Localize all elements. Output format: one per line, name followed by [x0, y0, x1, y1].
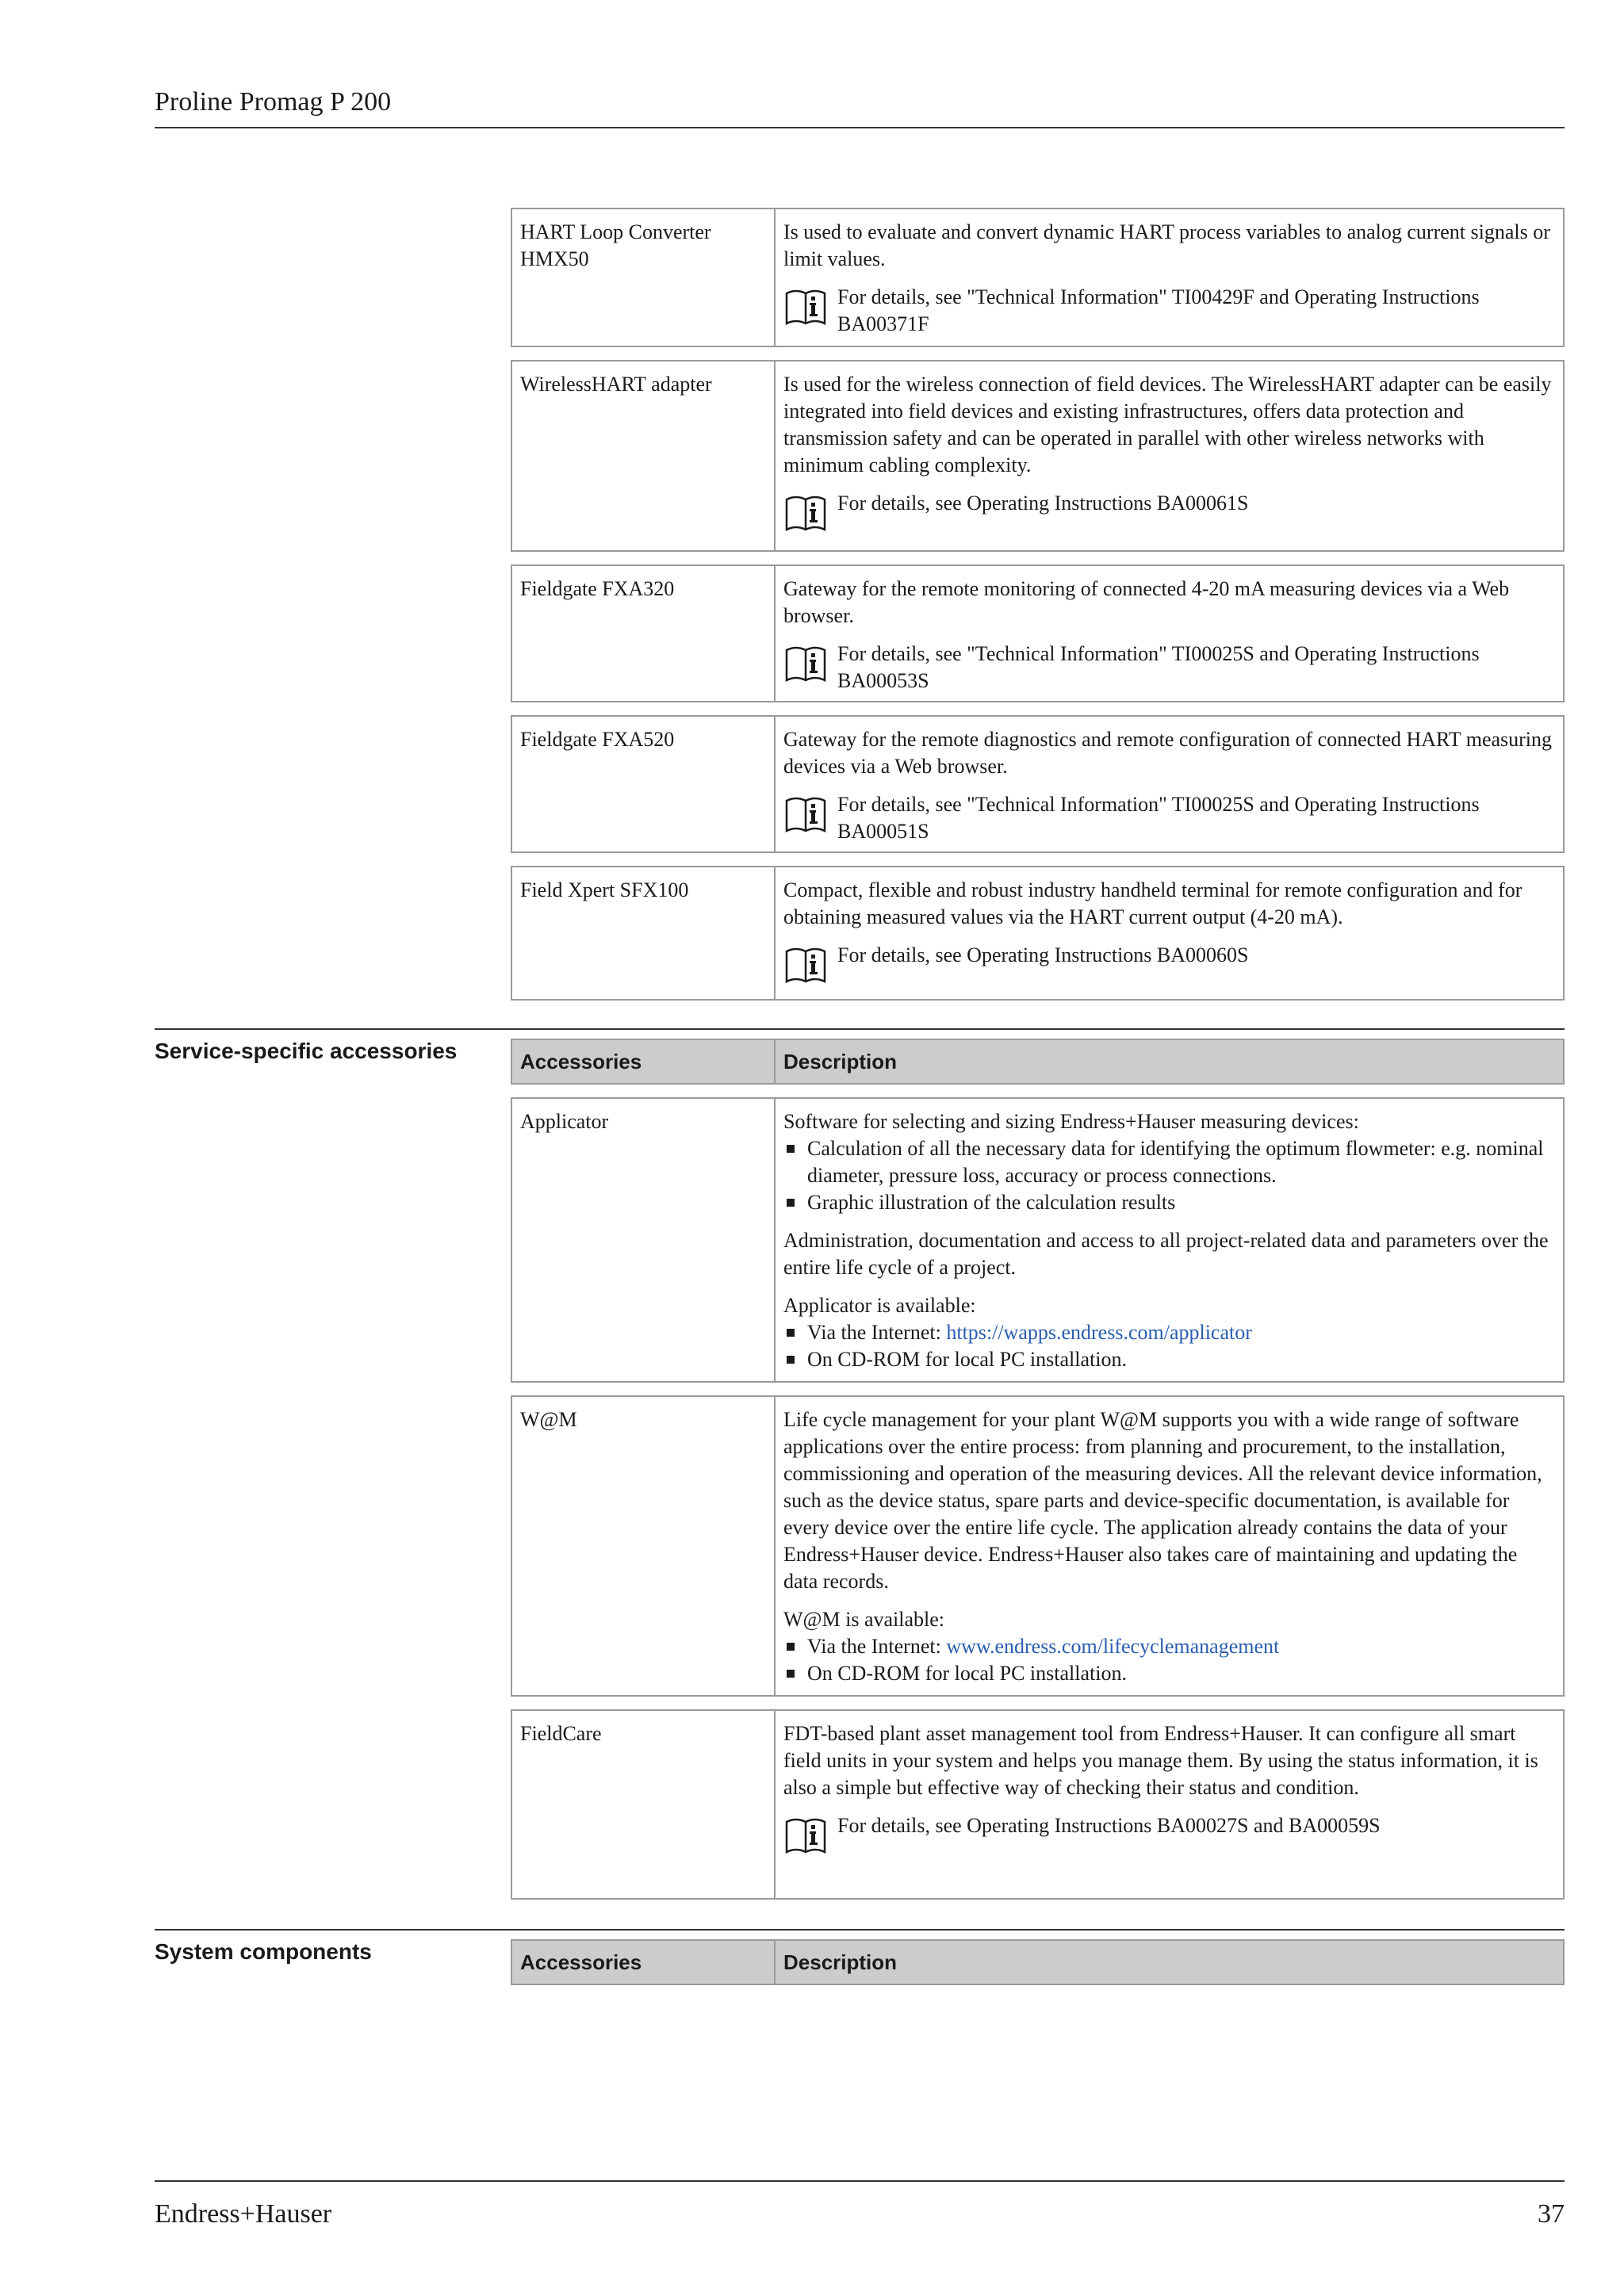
- accessory-description: Is used for the wireless connection of field devices. The WirelessHART adapter can be easily integrated into field devices and existing infrastructures, offers data protection and transmission safety and can be operated in parallel with other wireless networks with minimum cabling complexity. For details, see Operating Instructions BA00061S: [776, 362, 1563, 550]
- book-info-icon: [783, 490, 828, 534]
- accessory-description: FDT-based plant asset management tool from Endress+Hauser. It can configure all smart field units in your system and helps you manage them. By using the status information, it is also a simple but effective way of checking their status and condition. For details, see Operating Instructions BA00027S and BA00059S: [776, 1711, 1563, 1898]
- bullet-list: [783, 1633, 1555, 1687]
- section-divider: [155, 1028, 1565, 1030]
- table-header-row: [511, 1039, 1565, 1085]
- service-accessories-table: [511, 1039, 1565, 1912]
- accessory-name: W@M: [512, 1397, 776, 1695]
- book-info-icon: [783, 284, 828, 328]
- accessory-description: Software for selecting and sizing Endress+Hauser measuring devices: Calculation of all the necessary data for identifying the optimum flowmeter: e.g. nominal diameter, pressure loss, accuracy or process connections. Graphic illustration of the calculation results Administration, documentation and access to all project-related data and parameters over the entire life cycle of a project. Applicator is available: Via the Internet: https://wapps.endress.com/applicator On CD-ROM for local PC installation.: [776, 1099, 1563, 1381]
- note: For details, see Operating Instructions BA00060S: [783, 942, 1555, 986]
- note: For details, see Operating Instructions BA00061S: [783, 490, 1555, 534]
- accessory-description: Gateway for the remote diagnostics and remote configuration of connected HART measuring devices via a Web browser. For details, see "Technical Information" TI00025S and Operating Instructions BA00051S: [776, 717, 1563, 851]
- footer-brand: Endress+Hauser: [155, 2199, 332, 2229]
- accessory-name: Fieldgate FXA520: [512, 717, 776, 851]
- accessory-description: Compact, flexible and robust industry handheld terminal for remote configuration and for obtaining measured values via the HART current output (4-20 mA). For details, see Operating Instructions BA00060S: [776, 867, 1563, 999]
- table-row: [511, 866, 1565, 1001]
- accessory-name: WirelessHART adapter: [512, 362, 776, 550]
- bullet-list: [783, 1319, 1555, 1373]
- table-row: [511, 564, 1565, 702]
- list-item: Calculation of all the necessary data for identifying the optimum flowmeter: e.g. nominal diameter, pressure loss, accuracy or process connections.: [783, 1135, 1555, 1189]
- bullet-list: [783, 1135, 1555, 1216]
- applicator-link[interactable]: https://wapps.endress.com/applicator: [946, 1321, 1252, 1344]
- page-number: 37: [1538, 2199, 1565, 2229]
- table-header-row: [511, 1939, 1565, 1985]
- page-header: [155, 81, 1565, 128]
- table-row: [511, 715, 1565, 853]
- table-row: [511, 1709, 1565, 1900]
- list-item: On CD-ROM for local PC installation.: [783, 1660, 1555, 1687]
- list-item: On CD-ROM for local PC installation.: [783, 1346, 1555, 1373]
- accessory-description: Gateway for the remote monitoring of connected 4-20 mA measuring devices via a Web browser. For details, see "Technical Information" TI00025S and Operating Instructions BA00053S: [776, 566, 1563, 701]
- table-row: [511, 1395, 1565, 1697]
- column-header-description: Description: [783, 1050, 898, 1073]
- table-row: [511, 208, 1565, 347]
- list-item: Via the Internet: https://wapps.endress.com/applicator: [783, 1319, 1555, 1346]
- note: For details, see Operating Instructions BA00027S and BA00059S: [783, 1812, 1555, 1857]
- lifecycle-link[interactable]: www.endress.com/lifecyclemanagement: [946, 1635, 1280, 1658]
- accessory-description: Is used to evaluate and convert dynamic HART process variables to analog current signals or limit values. For details, see "Technical Information" TI00429F and Operating Instructions BA00371F: [776, 209, 1563, 346]
- book-info-icon: [783, 641, 828, 685]
- accessory-name: FieldCare: [512, 1711, 776, 1898]
- accessory-name: Applicator: [512, 1099, 776, 1381]
- accessory-name: Field Xpert SFX100: [512, 867, 776, 999]
- table-row: [511, 360, 1565, 552]
- page-footer: [155, 2180, 1565, 2229]
- section-label-system: System components: [155, 1939, 372, 1964]
- section-divider: [155, 1929, 1565, 1931]
- note: For details, see "Technical Information" TI00429F and Operating Instructions BA00371F: [783, 284, 1555, 338]
- note: For details, see "Technical Information" TI00025S and Operating Instructions BA00053S: [783, 641, 1555, 695]
- system-components-table: [511, 1939, 1565, 1998]
- column-header-description: Description: [783, 1950, 898, 1974]
- accessory-name: HART Loop Converter HMX50: [512, 209, 776, 346]
- list-item: Via the Internet: www.endress.com/lifecyclemanagement: [783, 1633, 1555, 1660]
- note: For details, see "Technical Information" TI00025S and Operating Instructions BA00051S: [783, 791, 1555, 845]
- book-info-icon: [783, 1812, 828, 1857]
- table-row: [511, 1097, 1565, 1383]
- accessory-description: Life cycle management for your plant W@M supports you with a wide range of software applications over the entire process: from planning and procurement, to the installation, commissioning and operation of the measuring devices. All the relevant device information, such as the device status, spare parts and device-specific documentation, is available for every device over the entire life cycle. The application already contains the data of your Endress+Hauser device. Endress+Hauser also takes care of maintaining and updating the data records. W@M is available: Via the Internet: www.endress.com/lifecyclemanagement On CD-ROM for local PC installation.: [776, 1397, 1563, 1695]
- column-header-accessories: Accessories: [512, 1941, 776, 1984]
- column-header-accessories: Accessories: [512, 1040, 776, 1083]
- section-label-service: Service-specific accessories: [155, 1039, 458, 1063]
- list-item: Graphic illustration of the calculation results: [783, 1189, 1555, 1216]
- communication-accessories-table: [511, 208, 1565, 1013]
- accessory-name: Fieldgate FXA320: [512, 566, 776, 701]
- book-info-icon: [783, 791, 828, 836]
- book-info-icon: [783, 942, 828, 986]
- document-title: Proline Promag P 200: [155, 87, 392, 117]
